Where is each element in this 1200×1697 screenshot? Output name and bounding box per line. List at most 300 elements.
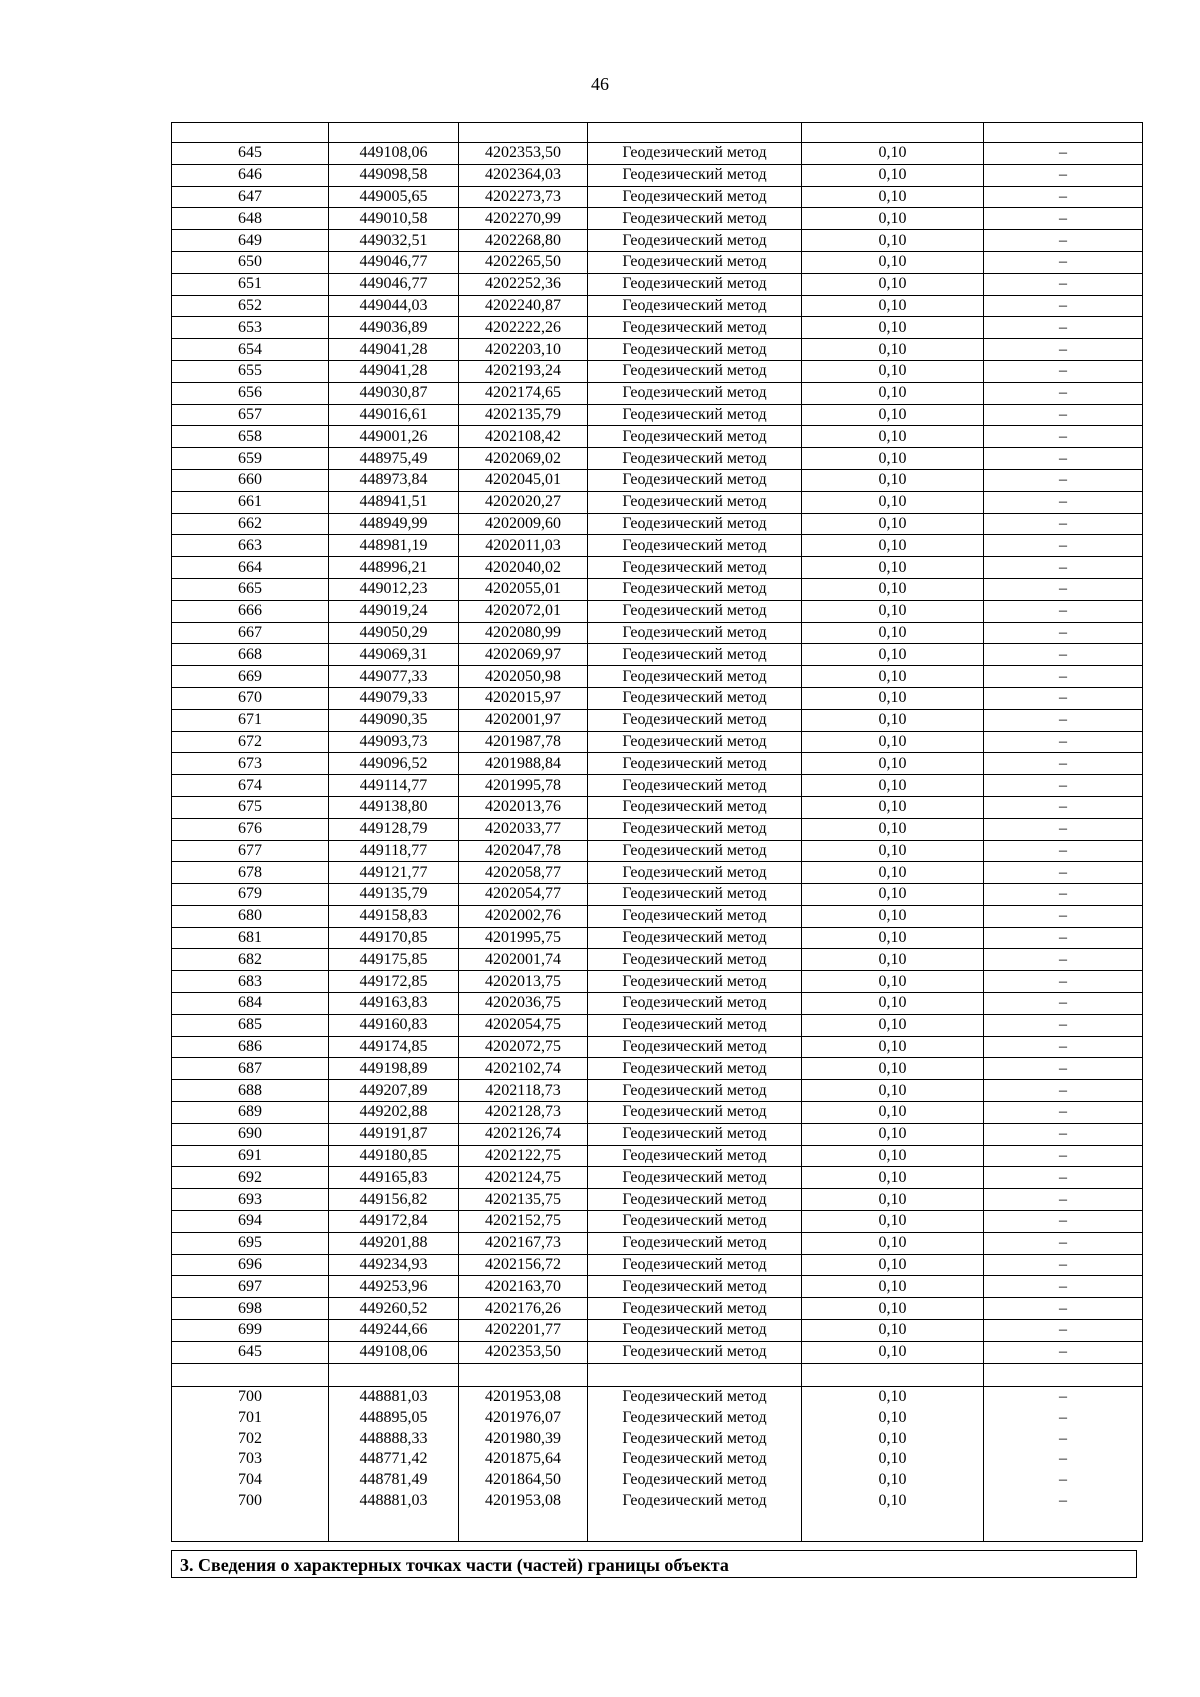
point-number-cell: 646 [172, 164, 329, 186]
table-row [172, 251, 1143, 273]
method-cell: Геодезический метод [588, 884, 802, 906]
method-cell: Геодезический метод [588, 448, 802, 470]
x-coordinate-cell: 449079,33 [329, 687, 459, 709]
accuracy-cell: 0,10 [802, 339, 984, 361]
point-number-cell: 680 [172, 905, 329, 927]
accuracy-cell: 0,10 [802, 382, 984, 404]
x-coordinate-cell: 449158,83 [329, 905, 459, 927]
y-coordinate-cell: 4202001,97 [459, 709, 588, 731]
accuracy-cell: 0,10 [802, 360, 984, 382]
accuracy-cell: 0,10 [802, 469, 984, 491]
y-coordinate-cell: 4202047,78 [459, 840, 588, 862]
accuracy-cell: 0,10 [802, 993, 984, 1015]
y-coordinate-cell: 4202020,27 [459, 491, 588, 513]
y-coordinate-cell: 4202072,75 [459, 1036, 588, 1058]
accuracy-cell: 0,10 [802, 448, 984, 470]
description-cell: – [984, 164, 1143, 186]
x-coordinate-cell: 449234,93 [329, 1254, 459, 1276]
y-coordinate-cell: 4202001,74 [459, 949, 588, 971]
point-number-cell: 701 [172, 1407, 329, 1428]
table-row [172, 971, 1143, 993]
point-number-cell: 658 [172, 426, 329, 448]
table-row [172, 1276, 1143, 1298]
x-coordinate-cell: 449108,06 [329, 1341, 459, 1363]
accuracy-cell: 0,10 [802, 273, 984, 295]
x-coordinate-cell: 449030,87 [329, 382, 459, 404]
point-number-cell: 686 [172, 1036, 329, 1058]
table-row [172, 1102, 1143, 1124]
y-coordinate-cell: 4202364,03 [459, 164, 588, 186]
method-cell: Геодезический метод [588, 251, 802, 273]
point-number-cell: 649 [172, 230, 329, 252]
accuracy-cell: 0,10 [802, 644, 984, 666]
accuracy-cell: 0,10 [802, 1407, 984, 1428]
method-cell: Геодезический метод [588, 1491, 802, 1512]
x-coordinate-cell: 448881,03 [329, 1491, 459, 1512]
table-row [172, 1211, 1143, 1233]
x-coordinate-cell: 449207,89 [329, 1080, 459, 1102]
description-cell: – [984, 1428, 1143, 1449]
points-group-1 [172, 143, 1143, 1364]
y-coordinate-cell: 4202268,80 [459, 230, 588, 252]
description-cell: – [984, 1145, 1143, 1167]
description-cell: – [984, 295, 1143, 317]
coordinates-table [171, 122, 1143, 1542]
description-cell: – [984, 1320, 1143, 1342]
method-cell: Геодезический метод [588, 687, 802, 709]
y-coordinate-cell: 4202353,50 [459, 143, 588, 165]
method-cell: Геодезический метод [588, 1407, 802, 1428]
x-coordinate-cell: 449019,24 [329, 600, 459, 622]
table-row [172, 273, 1143, 295]
x-coordinate-cell: 449108,06 [329, 143, 459, 165]
description-cell: – [984, 535, 1143, 557]
y-coordinate-cell: 4202135,79 [459, 404, 588, 426]
accuracy-cell: 0,10 [802, 905, 984, 927]
x-coordinate-cell: 449098,58 [329, 164, 459, 186]
y-coordinate-cell: 4202108,42 [459, 426, 588, 448]
method-cell: Геодезический метод [588, 796, 802, 818]
x-coordinate-cell: 449174,85 [329, 1036, 459, 1058]
point-number-cell: 679 [172, 884, 329, 906]
method-cell: Геодезический метод [588, 905, 802, 927]
accuracy-cell: 0,10 [802, 143, 984, 165]
description-cell: – [984, 1470, 1143, 1491]
method-cell: Геодезический метод [588, 143, 802, 165]
x-coordinate-cell: 449260,52 [329, 1298, 459, 1320]
description-cell: – [984, 557, 1143, 579]
point-number-cell: 668 [172, 644, 329, 666]
method-cell: Геодезический метод [588, 1449, 802, 1470]
description-cell: – [984, 687, 1143, 709]
point-number-cell: 671 [172, 709, 329, 731]
table-row [172, 905, 1143, 927]
table-row [172, 164, 1143, 186]
description-cell: – [984, 273, 1143, 295]
description-cell: – [984, 491, 1143, 513]
description-cell: – [984, 208, 1143, 230]
method-cell: Геодезический метод [588, 557, 802, 579]
x-coordinate-cell: 449093,73 [329, 731, 459, 753]
x-coordinate-cell: 449244,66 [329, 1320, 459, 1342]
table-row [172, 1080, 1143, 1102]
x-coordinate-cell: 448888,33 [329, 1428, 459, 1449]
method-cell: Геодезический метод [588, 775, 802, 797]
point-number-cell: 694 [172, 1211, 329, 1233]
table-row [172, 644, 1143, 666]
description-cell: – [984, 382, 1143, 404]
table-row [172, 491, 1143, 513]
x-coordinate-cell: 449090,35 [329, 709, 459, 731]
method-cell: Геодезический метод [588, 513, 802, 535]
method-cell: Геодезический метод [588, 230, 802, 252]
description-cell: – [984, 1123, 1143, 1145]
accuracy-cell: 0,10 [802, 731, 984, 753]
x-coordinate-cell: 449163,83 [329, 993, 459, 1015]
table-row [172, 709, 1143, 731]
table-row [172, 818, 1143, 840]
point-number-cell: 678 [172, 862, 329, 884]
accuracy-cell: 0,10 [802, 251, 984, 273]
x-coordinate-cell: 449096,52 [329, 753, 459, 775]
x-coordinate-cell: 449172,84 [329, 1211, 459, 1233]
point-number-cell: 695 [172, 1232, 329, 1254]
method-cell: Геодезический метод [588, 862, 802, 884]
y-coordinate-cell: 4202080,99 [459, 622, 588, 644]
x-coordinate-cell: 449191,87 [329, 1123, 459, 1145]
table-row [172, 1386, 1143, 1407]
y-coordinate-cell: 4202013,75 [459, 971, 588, 993]
method-cell: Геодезический метод [588, 404, 802, 426]
x-coordinate-cell: 449135,79 [329, 884, 459, 906]
table-row [172, 1145, 1143, 1167]
y-coordinate-cell: 4202054,77 [459, 884, 588, 906]
description-cell: – [984, 1491, 1143, 1512]
y-coordinate-cell: 4202176,26 [459, 1298, 588, 1320]
y-coordinate-cell: 4202222,26 [459, 317, 588, 339]
table-row [172, 687, 1143, 709]
y-coordinate-cell: 4202265,50 [459, 251, 588, 273]
accuracy-cell: 0,10 [802, 491, 984, 513]
method-cell: Геодезический метод [588, 1298, 802, 1320]
accuracy-cell: 0,10 [802, 557, 984, 579]
accuracy-cell: 0,10 [802, 1036, 984, 1058]
accuracy-cell: 0,10 [802, 666, 984, 688]
description-cell: – [984, 927, 1143, 949]
table-row [172, 230, 1143, 252]
y-coordinate-cell: 4202174,65 [459, 382, 588, 404]
table-row [172, 731, 1143, 753]
x-coordinate-cell: 449041,28 [329, 339, 459, 361]
method-cell: Геодезический метод [588, 317, 802, 339]
y-coordinate-cell: 4202135,75 [459, 1189, 588, 1211]
y-coordinate-cell: 4201875,64 [459, 1449, 588, 1470]
method-cell: Геодезический метод [588, 1102, 802, 1124]
point-number-cell: 660 [172, 469, 329, 491]
x-coordinate-cell: 449114,77 [329, 775, 459, 797]
method-cell: Геодезический метод [588, 295, 802, 317]
table-row [172, 339, 1143, 361]
method-cell: Геодезический метод [588, 491, 802, 513]
description-cell: – [984, 1386, 1143, 1407]
y-coordinate-cell: 4201988,84 [459, 753, 588, 775]
y-coordinate-cell: 4202040,02 [459, 557, 588, 579]
y-coordinate-cell: 4202072,01 [459, 600, 588, 622]
method-cell: Геодезический метод [588, 1014, 802, 1036]
description-cell: – [984, 513, 1143, 535]
accuracy-cell: 0,10 [802, 1470, 984, 1491]
y-coordinate-cell: 4202122,75 [459, 1145, 588, 1167]
method-cell: Геодезический метод [588, 731, 802, 753]
table-row [172, 775, 1143, 797]
point-number-cell: 687 [172, 1058, 329, 1080]
point-number-cell: 656 [172, 382, 329, 404]
description-cell: – [984, 317, 1143, 339]
accuracy-cell: 0,10 [802, 971, 984, 993]
x-coordinate-cell: 449032,51 [329, 230, 459, 252]
x-coordinate-cell: 449046,77 [329, 273, 459, 295]
table-row [172, 622, 1143, 644]
y-coordinate-cell: 4202036,75 [459, 993, 588, 1015]
y-coordinate-cell: 4202069,02 [459, 448, 588, 470]
x-coordinate-cell: 448771,42 [329, 1449, 459, 1470]
page-number: 46 [591, 74, 609, 94]
y-coordinate-cell: 4202203,10 [459, 339, 588, 361]
y-coordinate-cell: 4201864,50 [459, 1470, 588, 1491]
point-number-cell: 657 [172, 404, 329, 426]
y-coordinate-cell: 4202270,99 [459, 208, 588, 230]
description-cell: – [984, 1407, 1143, 1428]
x-coordinate-cell: 449016,61 [329, 404, 459, 426]
point-number-cell: 659 [172, 448, 329, 470]
point-number-cell: 645 [172, 143, 329, 165]
method-cell: Геодезический метод [588, 1080, 802, 1102]
method-cell: Геодезический метод [588, 600, 802, 622]
method-cell: Геодезический метод [588, 1145, 802, 1167]
accuracy-cell: 0,10 [802, 927, 984, 949]
point-number-cell: 653 [172, 317, 329, 339]
point-number-cell: 689 [172, 1102, 329, 1124]
x-coordinate-cell: 449156,82 [329, 1189, 459, 1211]
y-coordinate-cell: 4201980,39 [459, 1428, 588, 1449]
description-cell: – [984, 251, 1143, 273]
y-coordinate-cell: 4202252,36 [459, 273, 588, 295]
table-row [172, 1167, 1143, 1189]
method-cell: Геодезический метод [588, 1058, 802, 1080]
method-cell: Геодезический метод [588, 1341, 802, 1363]
point-number-cell: 673 [172, 753, 329, 775]
accuracy-cell: 0,10 [802, 709, 984, 731]
y-coordinate-cell: 4202124,75 [459, 1167, 588, 1189]
point-number-cell: 655 [172, 360, 329, 382]
table-row [172, 557, 1143, 579]
table-row [172, 1123, 1143, 1145]
point-number-cell: 704 [172, 1470, 329, 1491]
description-cell: – [984, 971, 1143, 993]
x-coordinate-cell: 449044,03 [329, 295, 459, 317]
method-cell: Геодезический метод [588, 1320, 802, 1342]
description-cell: – [984, 949, 1143, 971]
accuracy-cell: 0,10 [802, 404, 984, 426]
accuracy-cell: 0,10 [802, 622, 984, 644]
accuracy-cell: 0,10 [802, 1014, 984, 1036]
y-coordinate-cell: 4202118,73 [459, 1080, 588, 1102]
point-number-cell: 698 [172, 1298, 329, 1320]
description-cell: – [984, 1449, 1143, 1470]
x-coordinate-cell: 449138,80 [329, 796, 459, 818]
description-cell: – [984, 230, 1143, 252]
table-row [172, 317, 1143, 339]
table-row [172, 535, 1143, 557]
table-row [172, 949, 1143, 971]
y-coordinate-cell: 4202058,77 [459, 862, 588, 884]
x-coordinate-cell: 448949,99 [329, 513, 459, 535]
y-coordinate-cell: 4201953,08 [459, 1386, 588, 1407]
table-row [172, 927, 1143, 949]
accuracy-cell: 0,10 [802, 186, 984, 208]
accuracy-cell: 0,10 [802, 1428, 984, 1449]
method-cell: Геодезический метод [588, 927, 802, 949]
x-coordinate-cell: 449005,65 [329, 186, 459, 208]
method-cell: Геодезический метод [588, 360, 802, 382]
description-cell: – [984, 448, 1143, 470]
table-row [172, 186, 1143, 208]
table-row [172, 666, 1143, 688]
description-cell: – [984, 339, 1143, 361]
y-coordinate-cell: 4202128,73 [459, 1102, 588, 1124]
point-number-cell: 697 [172, 1276, 329, 1298]
x-coordinate-cell: 449041,28 [329, 360, 459, 382]
accuracy-cell: 0,10 [802, 949, 984, 971]
description-cell: – [984, 731, 1143, 753]
accuracy-cell: 0,10 [802, 208, 984, 230]
group-separator-row [172, 1363, 1143, 1386]
point-number-cell: 700 [172, 1491, 329, 1512]
table-row [172, 1189, 1143, 1211]
y-coordinate-cell: 4202069,97 [459, 644, 588, 666]
point-number-cell: 672 [172, 731, 329, 753]
method-cell: Геодезический метод [588, 1254, 802, 1276]
point-number-cell: 651 [172, 273, 329, 295]
table-row [172, 1254, 1143, 1276]
method-cell: Геодезический метод [588, 971, 802, 993]
x-coordinate-cell: 449012,23 [329, 578, 459, 600]
table-header-row [172, 123, 1143, 143]
y-coordinate-cell: 4202045,01 [459, 469, 588, 491]
accuracy-cell: 0,10 [802, 1211, 984, 1233]
method-cell: Геодезический метод [588, 949, 802, 971]
y-coordinate-cell: 4202353,50 [459, 1341, 588, 1363]
table-row [172, 796, 1143, 818]
description-cell: – [984, 1167, 1143, 1189]
point-number-cell: 685 [172, 1014, 329, 1036]
point-number-cell: 700 [172, 1386, 329, 1407]
x-coordinate-cell: 449050,29 [329, 622, 459, 644]
table-row [172, 1491, 1143, 1512]
point-number-cell: 699 [172, 1320, 329, 1342]
point-number-cell: 661 [172, 491, 329, 513]
description-cell: – [984, 1014, 1143, 1036]
accuracy-cell: 0,10 [802, 1058, 984, 1080]
points-group-2 [172, 1386, 1143, 1542]
point-number-cell: 696 [172, 1254, 329, 1276]
method-cell: Геодезический метод [588, 208, 802, 230]
y-coordinate-cell: 4202152,75 [459, 1211, 588, 1233]
description-cell: – [984, 666, 1143, 688]
method-cell: Геодезический метод [588, 1189, 802, 1211]
table-row [172, 993, 1143, 1015]
description-cell: – [984, 1341, 1143, 1363]
accuracy-cell: 0,10 [802, 1254, 984, 1276]
description-cell: – [984, 840, 1143, 862]
y-coordinate-cell: 4202055,01 [459, 578, 588, 600]
description-cell: – [984, 469, 1143, 491]
accuracy-cell: 0,10 [802, 426, 984, 448]
point-number-cell: 654 [172, 339, 329, 361]
point-number-cell: 666 [172, 600, 329, 622]
table-row [172, 426, 1143, 448]
accuracy-cell: 0,10 [802, 796, 984, 818]
x-coordinate-cell: 448941,51 [329, 491, 459, 513]
accuracy-cell: 0,10 [802, 775, 984, 797]
y-coordinate-cell: 4202002,76 [459, 905, 588, 927]
description-cell: – [984, 360, 1143, 382]
x-coordinate-cell: 449201,88 [329, 1232, 459, 1254]
accuracy-cell: 0,10 [802, 1167, 984, 1189]
table-row [172, 1298, 1143, 1320]
description-cell: – [984, 709, 1143, 731]
point-number-cell: 652 [172, 295, 329, 317]
accuracy-cell: 0,10 [802, 164, 984, 186]
accuracy-cell: 0,10 [802, 578, 984, 600]
y-coordinate-cell: 4202126,74 [459, 1123, 588, 1145]
y-coordinate-cell: 4202163,70 [459, 1276, 588, 1298]
y-coordinate-cell: 4202102,74 [459, 1058, 588, 1080]
method-cell: Геодезический метод [588, 273, 802, 295]
description-cell: – [984, 862, 1143, 884]
description-cell: – [984, 775, 1143, 797]
point-number-cell: 677 [172, 840, 329, 862]
description-cell: – [984, 796, 1143, 818]
x-coordinate-cell: 448781,49 [329, 1470, 459, 1491]
point-number-cell: 682 [172, 949, 329, 971]
table-row [172, 295, 1143, 317]
description-cell: – [984, 1276, 1143, 1298]
method-cell: Геодезический метод [588, 578, 802, 600]
method-cell: Геодезический метод [588, 1232, 802, 1254]
y-coordinate-cell: 4202013,76 [459, 796, 588, 818]
point-number-cell: 670 [172, 687, 329, 709]
point-number-cell: 702 [172, 1428, 329, 1449]
table-row [172, 1058, 1143, 1080]
point-number-cell: 648 [172, 208, 329, 230]
point-number-cell: 665 [172, 578, 329, 600]
x-coordinate-cell: 448981,19 [329, 535, 459, 557]
point-number-cell: 667 [172, 622, 329, 644]
point-number-cell: 703 [172, 1449, 329, 1470]
accuracy-cell: 0,10 [802, 753, 984, 775]
accuracy-cell: 0,10 [802, 1080, 984, 1102]
description-cell: – [984, 1189, 1143, 1211]
method-cell: Геодезический метод [588, 818, 802, 840]
x-coordinate-cell: 448996,21 [329, 557, 459, 579]
x-coordinate-cell: 448975,49 [329, 448, 459, 470]
x-coordinate-cell: 449077,33 [329, 666, 459, 688]
x-coordinate-cell: 449165,83 [329, 1167, 459, 1189]
accuracy-cell: 0,10 [802, 1298, 984, 1320]
point-number-cell: 691 [172, 1145, 329, 1167]
table-row [172, 404, 1143, 426]
